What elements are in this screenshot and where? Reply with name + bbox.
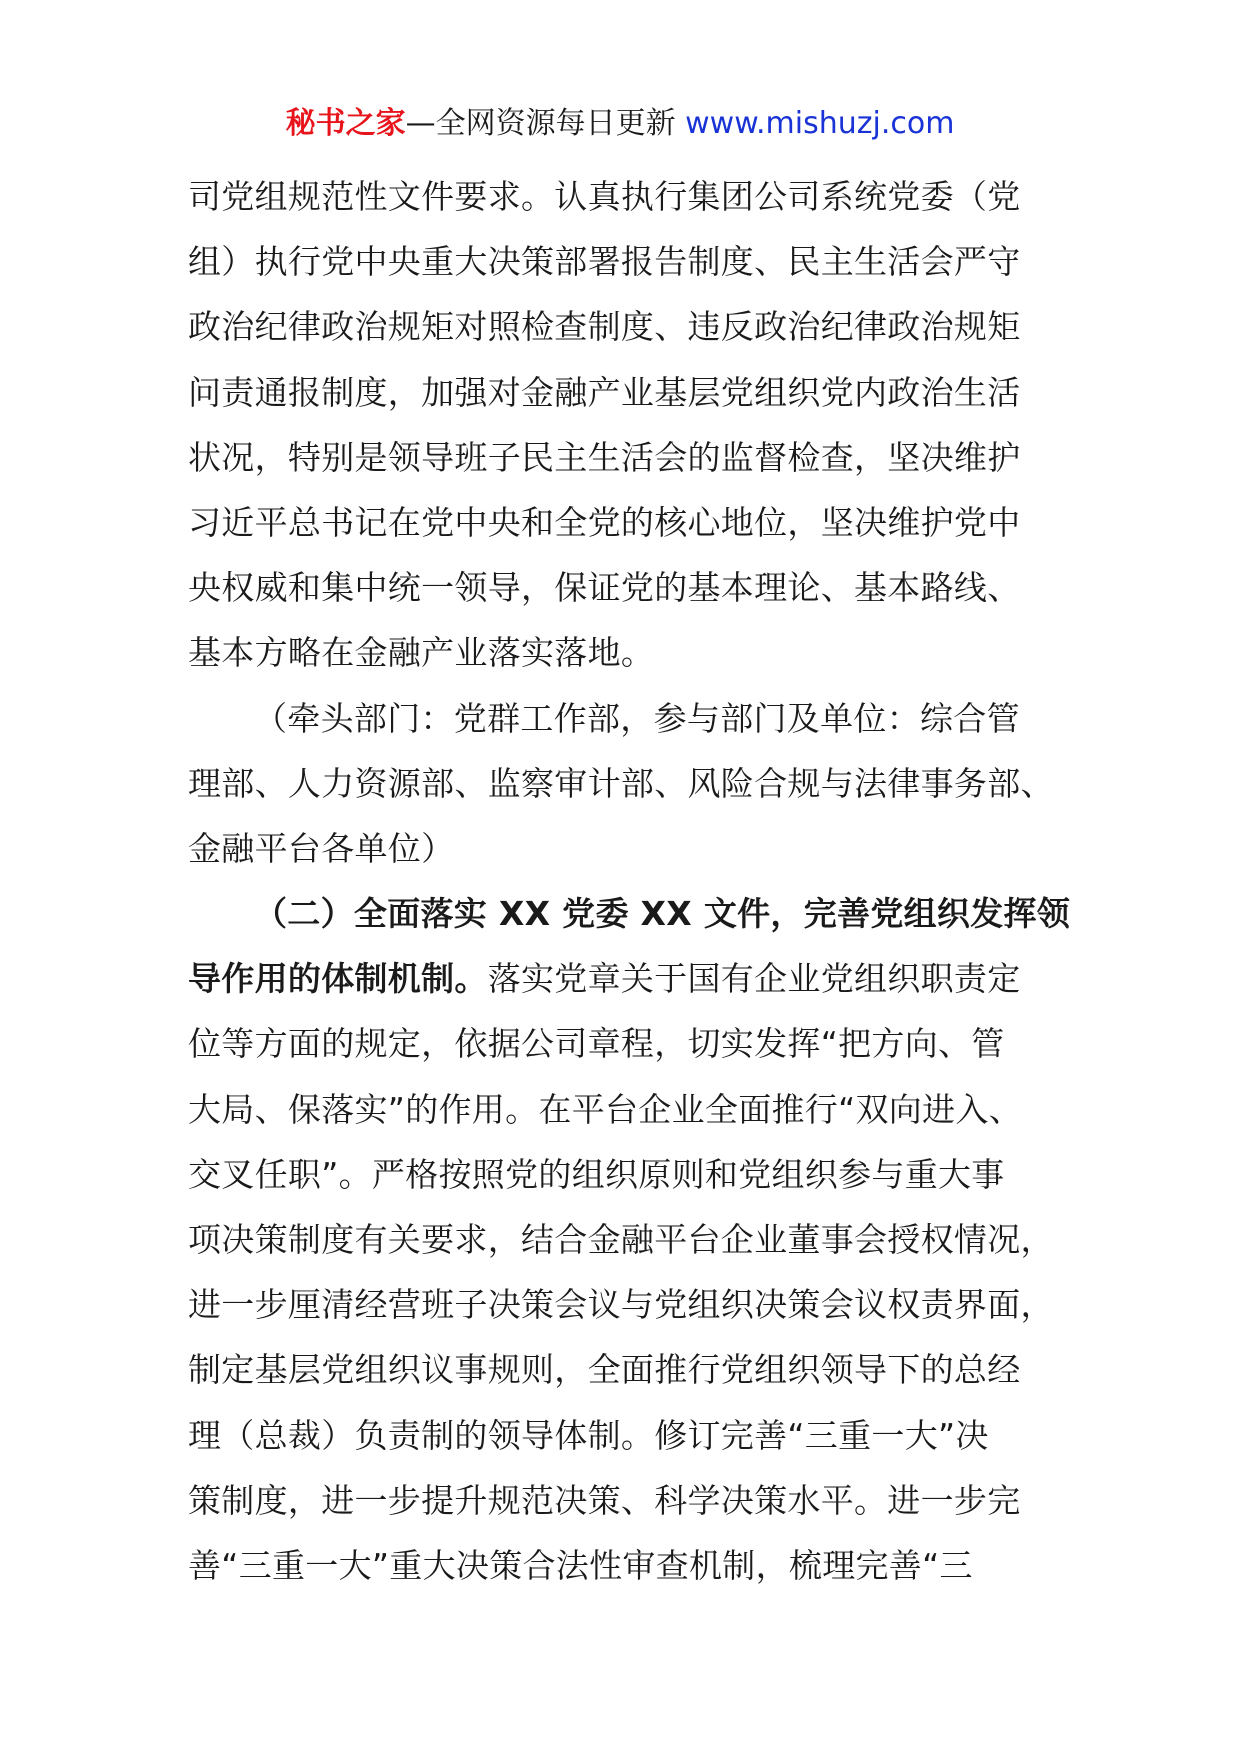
body-line: 大局、保落实”的作用。在平台企业全面推行“双向进入、 bbox=[188, 1089, 1022, 1129]
body-line: 项决策制度有关要求，结合金融平台企业董事会授权情况， bbox=[188, 1220, 1054, 1259]
body-line: 习近平总书记在党中央和全党的核心地位，坚决维护党中 bbox=[188, 502, 1021, 542]
body-line: 交叉任职”。严格按照党的组织原则和党组织参与重大事 bbox=[188, 1154, 1005, 1194]
body-line: 进一步厘清经营班子决策会议与党组织决策会议权责界面， bbox=[188, 1285, 1054, 1325]
responsible-departments-line: （牵头部门：党群工作部，参与部门及单位：综合管 bbox=[254, 698, 1020, 738]
site-slogan: —全网资源每日更新 bbox=[405, 106, 686, 141]
section-heading-continued bbox=[188, 946, 1068, 1011]
section-body-start: 落实党章关于国有企业党组织职责定 bbox=[487, 959, 1021, 999]
body-line: 策制度，进一步提升规范决策、科学决策水平。进一步完 bbox=[188, 1480, 1021, 1520]
body-line: 司党组规范性文件要求。认真执行集团公司系统党委（党 bbox=[188, 177, 1021, 216]
body-line: 状况，特别是领导班子民主生活会的监督检查，坚决维护 bbox=[188, 437, 1021, 477]
body-line: 位等方面的规定，依据公司章程，切实发挥“把方向、管 bbox=[188, 1024, 1005, 1064]
responsible-departments-line: 金融平台各单位） bbox=[188, 828, 455, 868]
body-line: 善“三重一大”重大决策合法性审查机制，梳理完善“三 bbox=[188, 1545, 973, 1585]
body-line: 问责通报制度，加强对金融产业基层党组织党内政治生活 bbox=[188, 372, 1021, 412]
site-url-link[interactable]: www.mishuzj.com bbox=[685, 106, 955, 141]
body-line: 央权威和集中统一领导，保证党的基本理论、基本路线、 bbox=[188, 568, 1021, 608]
body-line: 理（总裁）负责制的领导体制。修订完善“三重一大”决 bbox=[188, 1415, 989, 1455]
site-brand: 秘书之家 bbox=[285, 106, 406, 141]
body-line: 政治纪律政治规矩对照检查制度、违反政治纪律政治规矩 bbox=[188, 307, 1021, 347]
site-banner bbox=[0, 102, 1240, 146]
section-heading bbox=[188, 881, 1071, 946]
responsible-departments-line: 理部、人力资源部、监察审计部、风险合规与法律事务部、 bbox=[188, 763, 1054, 803]
section-heading-text: （二）全面落实 XX 党委 XX 文件，完善党组织发挥领 bbox=[254, 894, 1071, 934]
body-line: 组）执行党中央重大决策部署报告制度、民主生活会严守 bbox=[188, 242, 1021, 282]
document-body bbox=[188, 164, 1071, 1598]
body-line: 基本方略在金融产业落实落地。 bbox=[188, 633, 655, 673]
section-heading-tail: 导作用的体制机制。 bbox=[188, 959, 488, 999]
body-line: 制定基层党组织议事规则，全面推行党组织领导下的总经 bbox=[188, 1350, 1021, 1390]
